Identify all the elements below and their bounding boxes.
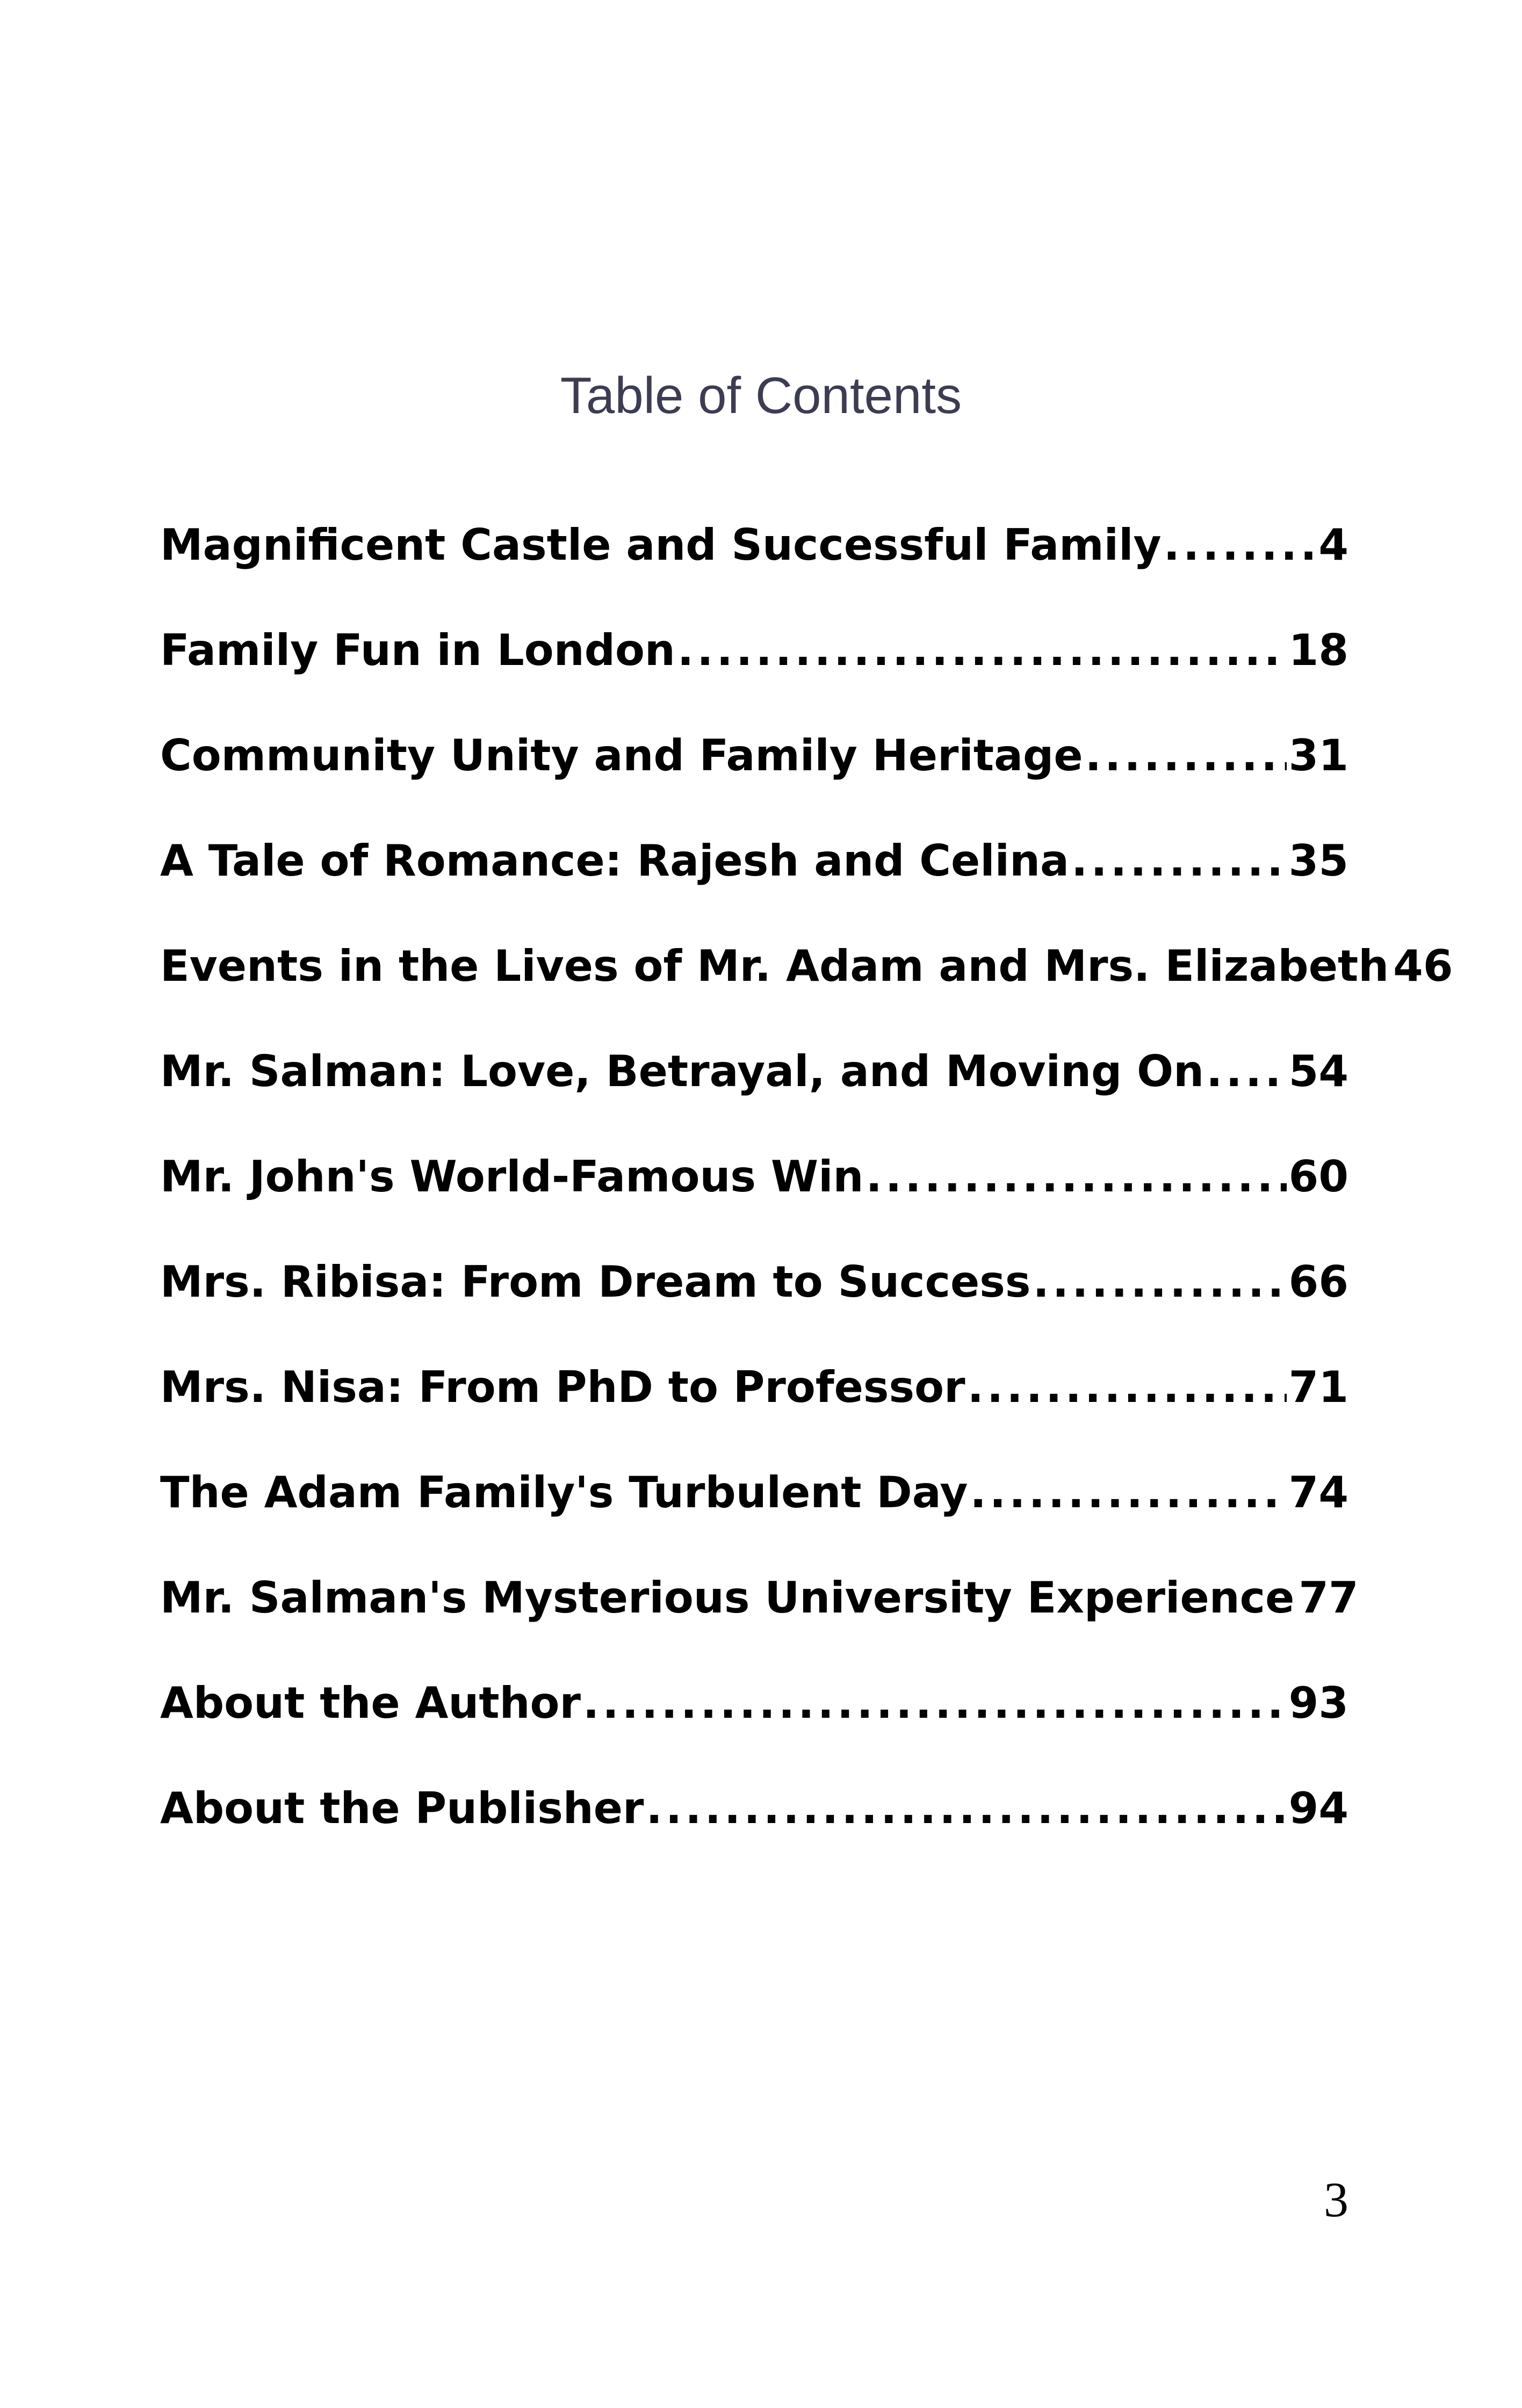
toc-dot-leader: [968, 1355, 1287, 1420]
toc-dot-leader: [646, 1776, 1286, 1841]
toc-page-number: 71: [1288, 1362, 1348, 1412]
toc-dot-leader: [970, 1460, 1286, 1525]
toc-entry[interactable]: [160, 1145, 1348, 1250]
toc-page-number: 66: [1288, 1257, 1348, 1307]
toc-entry-title: Community Unity and Family Heritage: [160, 731, 1083, 780]
toc-page-number: 35: [1288, 836, 1348, 886]
toc-entry-title: Mr. John's World-Famous Win: [160, 1152, 864, 1202]
toc-entry[interactable]: [160, 1566, 1359, 1671]
toc-entry[interactable]: [160, 1671, 1348, 1776]
toc-entry[interactable]: [160, 1355, 1348, 1460]
toc-entry-title: Magnificent Castle and Successful Family: [160, 520, 1162, 570]
toc-page-number: 18: [1288, 625, 1348, 675]
toc-entry[interactable]: [160, 513, 1348, 618]
toc-dot-leader: [866, 1145, 1287, 1209]
toc-entry[interactable]: [160, 1460, 1348, 1566]
toc-entry-title: Family Fun in London: [160, 625, 675, 675]
toc-page-number: 31: [1288, 731, 1348, 780]
toc-page-number: 94: [1288, 1783, 1348, 1833]
toc-entry[interactable]: [160, 829, 1348, 934]
toc-dot-leader: [677, 618, 1287, 683]
toc-page-number: 54: [1288, 1046, 1348, 1096]
toc-entry[interactable]: [160, 1039, 1348, 1145]
toc-dot-leader: [1033, 1250, 1287, 1314]
toc-page-number: 4: [1318, 520, 1348, 570]
toc-page-number: 60: [1288, 1152, 1348, 1202]
toc-dot-leader: [1206, 1039, 1287, 1104]
toc-entry-title: About the Author: [160, 1678, 581, 1728]
toc-page-number: 77: [1299, 1573, 1359, 1623]
toc-entry-title: About the Publisher: [160, 1783, 644, 1833]
toc-dot-leader: [1071, 829, 1287, 893]
toc-entry-title: Mr. Salman: Love, Betrayal, and Moving On: [160, 1046, 1204, 1096]
toc-entry[interactable]: [160, 1776, 1348, 1882]
toc-entry-title: Mrs. Nisa: From PhD to Professor: [160, 1362, 965, 1412]
toc-list: [160, 513, 1453, 1882]
toc-entry-title: Mr. Salman's Mysterious University Experience: [160, 1573, 1295, 1623]
toc-heading: Table of Contents: [560, 367, 962, 424]
toc-dot-leader: [1085, 724, 1287, 788]
toc-entry-title: A Tale of Romance: Rajesh and Celina: [160, 836, 1070, 886]
toc-page-number: 46: [1393, 941, 1453, 991]
toc-dot-leader: [1164, 513, 1317, 577]
toc-page-number: 74: [1288, 1467, 1348, 1517]
toc-entry-title: The Adam Family's Turbulent Day: [160, 1467, 968, 1517]
toc-dot-leader: [583, 1671, 1287, 1736]
toc-page-number: 93: [1288, 1678, 1348, 1728]
toc-entry-title: Events in the Lives of Mr. Adam and Mrs. Elizabeth: [160, 941, 1389, 991]
toc-entry[interactable]: [160, 618, 1348, 724]
toc-entry-title: Mrs. Ribisa: From Dream to Success: [160, 1257, 1031, 1307]
toc-entry[interactable]: [160, 934, 1453, 1039]
page-number: 3: [1324, 2172, 1348, 2227]
toc-entry[interactable]: [160, 724, 1348, 829]
toc-entry[interactable]: [160, 1250, 1348, 1355]
